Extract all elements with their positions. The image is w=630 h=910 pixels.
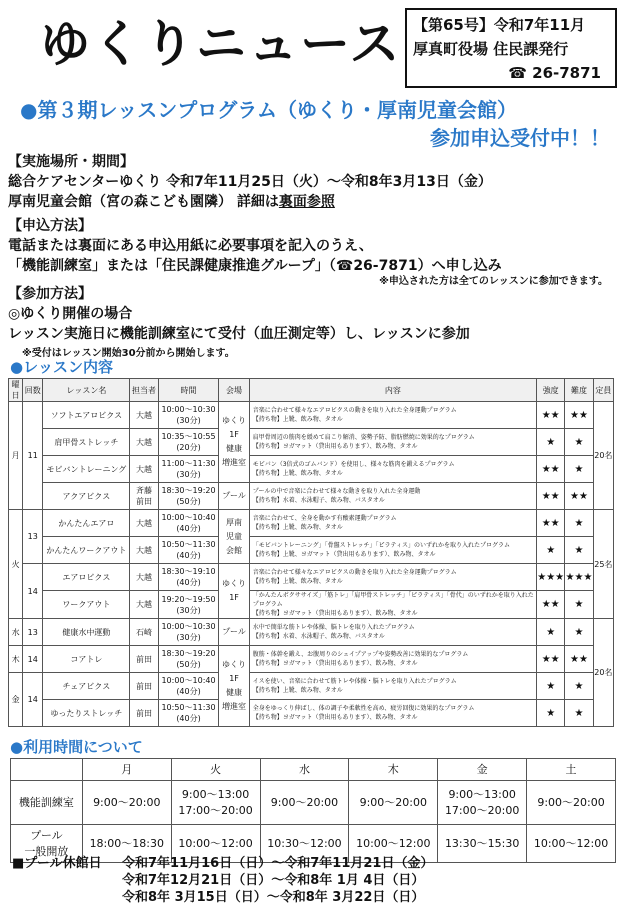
pool-closed-label: ■プール休館日: [12, 856, 102, 871]
lesson-staff: 大越: [130, 591, 158, 619]
lesson-row: [9, 402, 614, 429]
lesson-count: 14: [23, 673, 43, 727]
lesson-header-row: 曜日 回数 レッスン名 担当者 時間 会場 内容 強度 難度 定員: [9, 379, 614, 402]
lesson-belongings: 【持ち物】水着、水泳帽子、飲み物、バスタオル: [252, 497, 385, 504]
lesson-difficulty: ★★: [565, 402, 593, 429]
lesson-name: かんたんエアロ: [43, 510, 130, 537]
lesson-row: [9, 456, 614, 483]
lesson-venue: [219, 402, 249, 483]
lesson-description: 水中で簡単な筋トレや体操、脳トレを取り入れたプログラム: [252, 624, 415, 631]
lesson-staff: 斉藤 前田: [130, 483, 158, 510]
lesson-staff: 大越: [130, 537, 158, 564]
lesson-description: 全身をゆっくり伸ばし、体の調子や柔軟性を高め、疲労回復に効果的なプログラム: [252, 705, 475, 712]
lesson-venue-line: 増進室: [222, 702, 247, 711]
lesson-row: [9, 564, 614, 591]
lesson-day: 火: [9, 510, 23, 619]
usage-day: 火: [171, 759, 260, 781]
usage-cell: 9:00～20:00: [82, 781, 171, 825]
usage-row-label: 機能訓練室: [11, 781, 83, 825]
lesson-belongings: 【持ち物】上靴、ヨガマット（貸出用もあります）、飲み物、タオル: [252, 551, 436, 558]
lesson-venue-line: プール: [222, 491, 246, 500]
back-reference: 裏面参照: [278, 194, 335, 210]
lesson-venue-line: 1F: [229, 674, 239, 683]
lesson-description: 音楽に合わせて、全身を動かす有酸素運動プログラム: [252, 515, 397, 522]
masthead: [0, 0, 630, 100]
lesson-venue-line: 児童: [226, 531, 243, 541]
lesson-venue: [219, 619, 249, 646]
headline-line2: 参加申込受付中！！: [430, 126, 610, 150]
lesson-day: 金: [9, 673, 23, 727]
lesson-row: [9, 510, 614, 537]
lesson-venue-line: 健康: [226, 688, 243, 697]
lesson-belongings: 【持ち物】水着、水泳帽子、飲み物、バスタオル: [252, 633, 385, 640]
lesson-count: 14: [23, 564, 43, 619]
lesson-row: [9, 700, 614, 727]
lesson-venue-line: 1F: [229, 430, 239, 439]
lesson-difficulty: ★: [565, 537, 593, 564]
lesson-duration: (30分): [176, 416, 201, 425]
lesson-description: イスを使い、音楽に合わせて筋トレや体操・脳トレを取り入れたプログラム: [252, 678, 457, 685]
lesson-venue-line: 会館: [226, 545, 243, 555]
lesson-time: [158, 619, 219, 646]
usage-table: [10, 758, 616, 863]
lesson-name: アクアビクス: [43, 483, 130, 510]
lesson-row: [9, 483, 614, 510]
usage-row-training: [11, 781, 616, 825]
lesson-venue: [219, 510, 249, 564]
lesson-count: 14: [23, 646, 43, 673]
lesson-strength: ★★★: [537, 564, 565, 591]
lesson-time-range: 10:00～10:30: [161, 405, 216, 414]
lesson-duration: (40分): [176, 524, 201, 533]
lesson-venue: [219, 646, 249, 727]
lesson-time-range: 10:35～10:55: [161, 432, 216, 441]
lesson-strength: ★★: [537, 591, 565, 619]
lesson-capacity: 20名: [593, 402, 613, 510]
lesson-content: [249, 646, 536, 673]
lesson-staff: 大越: [130, 510, 158, 537]
lesson-time-range: 11:00～11:30: [161, 459, 216, 468]
lesson-duration: (20分): [176, 443, 201, 452]
lesson-row: [9, 537, 614, 564]
lesson-name: ソフトエアロビクス: [43, 402, 130, 429]
lesson-belongings: 【持ち物】上靴、飲み物、タオル: [252, 416, 343, 423]
lesson-duration: (30分): [176, 605, 201, 615]
venue-section: [8, 152, 492, 212]
lesson-difficulty: ★★★: [565, 564, 593, 591]
lesson-staff: 前田: [130, 700, 158, 727]
lesson-duration: (40分): [176, 551, 201, 560]
lesson-venue-line: 増進室: [222, 458, 247, 467]
lesson-belongings: 【持ち物】ヨガマット（貸出用もあります）、飲み物、タオル: [252, 660, 418, 667]
usage-cell: 9:00～20:00: [349, 781, 438, 825]
lesson-description: 「かんたんボクササイズ」「筋トレ」「肩甲骨ストレッチ」「ピラティス」「骨代」のいずれかを取り入れたプログラム: [252, 592, 534, 608]
lesson-name: チェアビクス: [43, 673, 130, 700]
lesson-time-range: 10:50～11:30: [161, 703, 216, 712]
lesson-description: 音楽に合わせて様々なエアロビクスの動きを取り入れた全身運動プログラム: [252, 569, 457, 576]
lesson-difficulty: ★: [565, 429, 593, 456]
lesson-content: [249, 402, 536, 429]
lesson-row: [9, 673, 614, 700]
lesson-time: [158, 646, 219, 673]
lesson-duration: (40分): [176, 714, 201, 723]
lesson-description: 「モビバントレーニング」「骨盤ストレッチ」「ピラティス」のいずれかを取り入れたプログラム: [252, 542, 511, 549]
lesson-time-range: 19:20～19:50: [161, 594, 216, 604]
lesson-time: [158, 402, 219, 429]
lesson-time: [158, 673, 219, 700]
lesson-time-range: 10:00～10:40: [161, 513, 216, 522]
lesson-difficulty: ★: [565, 510, 593, 537]
lesson-strength: ★: [537, 700, 565, 727]
usage-cell: 10:30～12:00: [260, 825, 349, 863]
usage-header-row: [11, 759, 616, 781]
lesson-time: [158, 483, 219, 510]
lesson-table: [8, 378, 614, 727]
usage-cell: 9:00～20:00: [260, 781, 349, 825]
lesson-venue: [219, 483, 249, 510]
lesson-count: 13: [23, 619, 43, 646]
apply-heading: 【申込方法】: [8, 218, 92, 234]
lesson-time: [158, 537, 219, 564]
lesson-duration: (30分): [176, 633, 201, 642]
lesson-strength: ★★: [537, 402, 565, 429]
usage-day: 月: [82, 759, 171, 781]
lesson-staff: 大越: [130, 402, 158, 429]
lesson-name: エアロビクス: [43, 564, 130, 591]
lesson-content: [249, 619, 536, 646]
lesson-duration: (30分): [176, 470, 201, 479]
lesson-duration: (40分): [176, 687, 201, 696]
lesson-belongings: 【持ち物】ヨガマット（貸出用もあります）、飲み物、タオル: [252, 443, 418, 450]
apply-line2: 「機能訓練室」または「住民課健康推進グループ」（☎26-7871）へ申し込み: [8, 258, 502, 274]
lesson-difficulty: ★: [565, 619, 593, 646]
pool-closed-date: 令和8年 3月15日（日）～令和8年 3月22日（日）: [122, 890, 425, 905]
issue-number: 【第65号】令和7年11月: [413, 16, 586, 34]
lesson-venue-line: ゆくり: [222, 579, 247, 588]
lesson-description: プールの中で音楽に合わせて様々な動きを取り入れた全身運動: [252, 488, 421, 495]
venue-line1: 総合ケアセンターゆくり 令和7年11月25日（火）～令和8年3月13日（金）: [8, 174, 492, 190]
lesson-row: [9, 591, 614, 619]
pool-closed-date: 令和7年11月16日（日）～令和7年11月21日（金）: [122, 856, 434, 871]
lesson-duration: (50分): [176, 660, 201, 669]
lesson-count: 11: [23, 402, 43, 510]
lesson-content: [249, 537, 536, 564]
lesson-row: [9, 646, 614, 673]
usage-day: 金: [438, 759, 527, 781]
lesson-content: [249, 673, 536, 700]
lesson-duration: (50分): [176, 497, 201, 506]
join-line1: ◎ゆくり開催の場合: [8, 306, 133, 322]
join-line2: レッスン実施日に機能訓練室にて受付（血圧測定等）し、レッスンに参加: [8, 326, 470, 342]
lesson-name: 肩甲骨ストレッチ: [43, 429, 130, 456]
lesson-difficulty: ★: [565, 673, 593, 700]
publisher: 厚真町役場 住民課発行: [413, 40, 569, 58]
lesson-name: 健康水中運動: [43, 619, 130, 646]
lesson-time: [158, 456, 219, 483]
lesson-capacity: 25名: [593, 510, 613, 619]
lesson-staff: 大越: [130, 564, 158, 591]
lesson-duration: (40分): [176, 578, 201, 587]
lesson-time-range: 18:30～19:20: [161, 486, 216, 495]
lesson-time-range: 10:50～11:30: [161, 540, 216, 549]
issue-box: [405, 8, 617, 88]
lesson-venue-line: プール: [222, 627, 246, 636]
apply-note: ※申込された方は全てのレッスンに参加できます。: [379, 276, 608, 287]
lesson-count: 13: [23, 510, 43, 564]
lesson-name: かんたんワークアウト: [43, 537, 130, 564]
usage-day: 土: [527, 759, 616, 781]
join-note: ※受付はレッスン開始30分前から開始します。: [22, 348, 235, 359]
lesson-difficulty: ★: [565, 591, 593, 619]
lesson-time: [158, 591, 219, 619]
lesson-venue-line: ゆくり: [222, 416, 247, 425]
join-section: [8, 284, 470, 364]
lesson-strength: ★★: [537, 456, 565, 483]
headline: [20, 96, 620, 152]
lesson-heading: ●レッスン内容: [10, 358, 113, 376]
apply-line1: 電話または裏面にある申込用紙に必要事項を記入のうえ、: [8, 238, 373, 254]
lesson-difficulty: ★: [565, 700, 593, 727]
phone-number: ☎ 26-7871: [508, 64, 601, 82]
usage-row-label: プール 一般開放: [11, 825, 83, 863]
lesson-content: [249, 429, 536, 456]
lesson-difficulty: ★: [565, 456, 593, 483]
lesson-venue: [219, 564, 249, 619]
lesson-venue-line: ゆくり: [222, 660, 247, 669]
lesson-belongings: 【持ち物】上靴、飲み物、タオル: [252, 470, 343, 477]
lesson-belongings: 【持ち物】ヨガマット（貸出用もあります）、飲み物、タオル: [252, 714, 418, 721]
lesson-strength: ★★: [537, 510, 565, 537]
lesson-venue-line: 厚南: [226, 517, 243, 527]
lesson-strength: ★: [537, 673, 565, 700]
lesson-strength: ★★: [537, 646, 565, 673]
lesson-content: [249, 483, 536, 510]
lesson-strength: ★: [537, 619, 565, 646]
lesson-time-range: 18:30～19:20: [161, 649, 216, 658]
headline-line1: ●第３期レッスンプログラム（ゆくり・厚南児童会館）: [20, 98, 518, 122]
lesson-staff: 前田: [130, 673, 158, 700]
lesson-day: 水: [9, 619, 23, 646]
lesson-content: [249, 591, 536, 619]
lesson-belongings: 【持ち物】上靴、飲み物、タオル: [252, 578, 343, 585]
lesson-description: 肩甲骨周辺の筋肉を緩めて肩こり解消、姿勢予防、脂肪燃焼に効果的なプログラム: [252, 434, 475, 441]
lesson-day: 木: [9, 646, 23, 673]
lesson-strength: ★: [537, 429, 565, 456]
lesson-time: [158, 564, 219, 591]
venue-heading: 【実施場所・期間】: [8, 154, 134, 170]
usage-cell: 13:30～15:30: [438, 825, 527, 863]
lesson-difficulty: ★★: [565, 646, 593, 673]
lesson-staff: 前田: [130, 646, 158, 673]
lesson-row: [9, 429, 614, 456]
pool-closed-section: [12, 855, 433, 906]
lesson-time-range: 18:30～19:10: [161, 567, 216, 576]
usage-cell: 10:00～12:00: [349, 825, 438, 863]
newsletter-title: ゆくりニュース: [40, 15, 402, 73]
lesson-strength: ★★: [537, 483, 565, 510]
apply-section: [8, 216, 608, 292]
lesson-content: [249, 700, 536, 727]
lesson-staff: 石崎: [130, 619, 158, 646]
lesson-row: [9, 619, 614, 646]
usage-cell: 10:00～12:00: [527, 825, 616, 863]
lesson-time-range: 10:00～10:40: [161, 676, 216, 685]
usage-cell: 18:00～18:30: [82, 825, 171, 863]
usage-cell: 10:00～12:00: [171, 825, 260, 863]
lesson-name: ゆったりストレッチ: [43, 700, 130, 727]
lesson-content: [249, 564, 536, 591]
lesson-venue-line: 1F: [229, 593, 239, 602]
lesson-day: 月: [9, 402, 23, 510]
venue-line2: 厚南児童会館（宮の森こども園隣） 詳細は裏面参照: [8, 194, 335, 210]
lesson-time-range: 10:00～10:30: [161, 622, 216, 631]
lesson-name: モビバントレーニング: [43, 456, 130, 483]
lesson-venue-line: 健康: [226, 444, 243, 453]
usage-cell: 9:00～13:00 17:00～20:00: [171, 781, 260, 825]
lesson-description: 音楽に合わせて様々なエアロビクスの動きを取り入れた全身運動プログラム: [252, 407, 457, 414]
lesson-belongings: 【持ち物】ヨガマット（貸出用もあります）、飲み物、タオル: [252, 610, 418, 617]
lesson-time: [158, 510, 219, 537]
usage-cell: 9:00～20:00: [527, 781, 616, 825]
lesson-belongings: 【持ち物】上靴、飲み物、タオル: [252, 524, 343, 531]
pool-closed-date: 令和7年12月21日（日）～令和8年 1月 4日（日）: [122, 873, 425, 888]
lesson-difficulty: ★★: [565, 483, 593, 510]
lesson-name: コアトレ: [43, 646, 130, 673]
lesson-time: [158, 700, 219, 727]
usage-cell: 9:00～13:00 17:00～20:00: [438, 781, 527, 825]
lesson-description: モビバン（3倍式のゴムバンド）を使用し、様々な筋肉を鍛えるプログラム: [252, 461, 455, 468]
lesson-staff: 大越: [130, 429, 158, 456]
lesson-time: [158, 429, 219, 456]
lesson-content: [249, 510, 536, 537]
lesson-staff: 大越: [130, 456, 158, 483]
lesson-description: 腹筋・体幹を鍛え、お腹周りのシェイプアップや姿勢改善に効果的なプログラム: [252, 651, 469, 658]
lesson-capacity: 20名: [593, 619, 613, 727]
join-heading: 【参加方法】: [8, 286, 92, 302]
usage-day: 木: [349, 759, 438, 781]
lesson-strength: ★: [537, 537, 565, 564]
usage-heading: ●利用時間について: [10, 738, 143, 756]
lesson-content: [249, 456, 536, 483]
usage-day: 水: [260, 759, 349, 781]
lesson-name: ワークアウト: [43, 591, 130, 619]
lesson-belongings: 【持ち物】上靴、飲み物、タオル: [252, 687, 343, 694]
